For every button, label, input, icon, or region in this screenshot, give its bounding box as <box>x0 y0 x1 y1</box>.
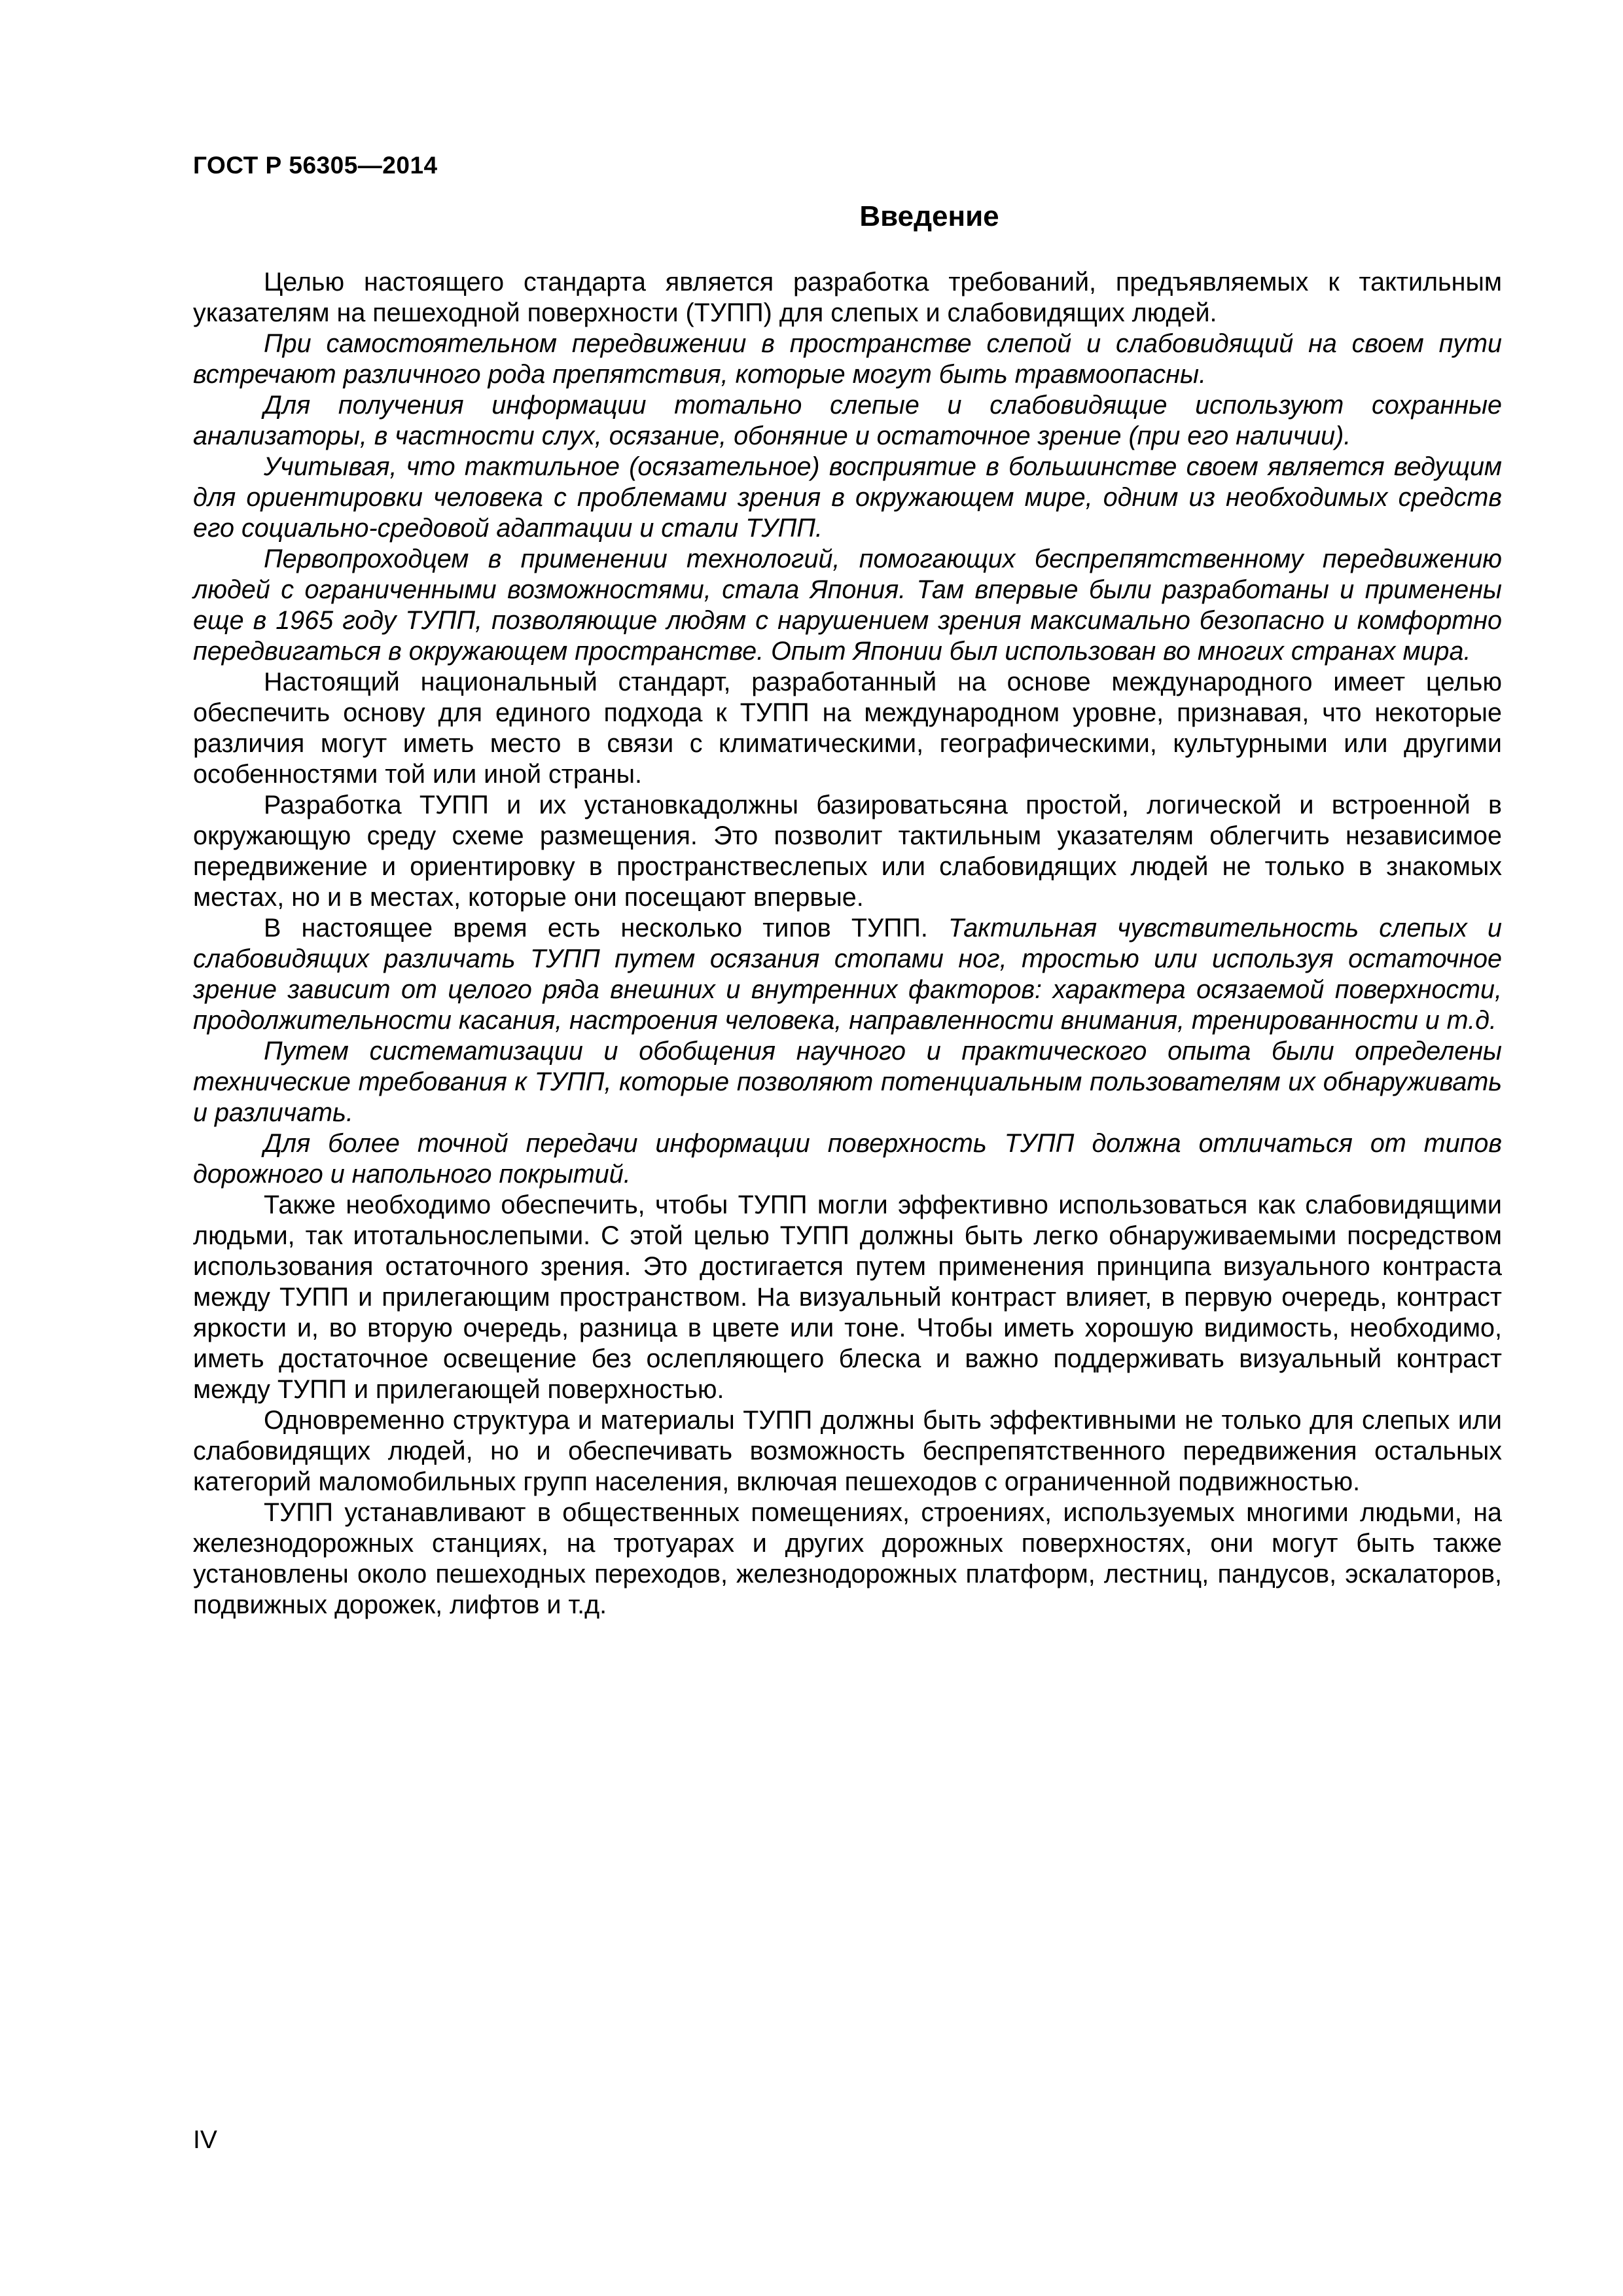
paragraph <box>193 667 1502 790</box>
paragraph <box>193 1128 1502 1190</box>
paragraph-plain: Одновременно структура и материалы ТУПП должны быть эффективными не только для слепых или слабовидящих людей, но и обеспечивать возможность беспрепятственного передвижения остальных категорий маломобильных групп населения, включая пешеходов с ограниченной подвижностью. <box>193 1406 1502 1496</box>
page-number: IV <box>193 2126 217 2154</box>
paragraph-plain: Разработка ТУПП и их установкадолжны базироватьсяна простой, логической и встроенной в окружающую среду схеме размещения. Это позволит тактильным указателям облегчить независимое передвижение и ориентировку в пространствеслепых или слабовидящих людей не только в знакомых местах, но и в местах, которые они посещают впервые. <box>193 791 1502 912</box>
paragraph <box>193 790 1502 913</box>
body-text <box>193 267 1502 1621</box>
paragraph-plain: Настоящий национальный стандарт, разработанный на основе международного имеет целью обеспечить основу для единого подхода к ТУПП на международном уровне, признавая, что некоторые различия могут иметь место в связи с климатическими, географическими, культурными или другими особенностями той или иной страны. <box>193 668 1502 789</box>
paragraph-plain: Также необходимо обеспечить, чтобы ТУПП могли эффективно использоваться как слабовидящими людьми, так итотальнослепыми. С этой целью ТУПП должны быть легко обнаруживаемыми посредством использования остаточного зрения. Это достигается путем применения принципа визуального контраста между ТУПП и прилегающим пространством. На визуальный контраст влияет, в первую очередь, контраст яркости и, во вторую очередь, разница в цвете или тоне. Чтобы иметь хорошую видимость, необходимо, иметь достаточное освещение без ослепляющего блеска и важно поддерживать визуальный контраст между ТУПП и прилегающей поверхностью. <box>193 1191 1502 1404</box>
paragraph-italic: Тактильная чувствительность слепых и слабовидящих различать ТУПП путем осязания стопами ног, тростью или используя остаточное зрение зависит от целого ряда внешних и внутренних факторов: характера осязаемой поверхности, продолжительности касания, настроения человека, направленности внимания, тренированности и т.д. <box>193 914 1502 1035</box>
paragraph-italic: Учитывая, что тактильное (осязательное) восприятие в большинстве своем является ведущим для ориентировки человека с проблемами зрения в окружающем мире, одним из необходимых средств его социально-средовой адаптации и стали ТУПП. <box>193 452 1502 543</box>
paragraph-italic: Первопроходцем в применении технологий, помогающих беспрепятственному передвижению людей с ограниченными возможностями, стала Япония. Там впервые были разработаны и применены еще в 1965 году ТУПП, позволяющие людям с нарушением зрения максимально безопасно и комфортно передвигаться в окружающем пространстве. Опыт Японии был использован во многих странах мира. <box>193 545 1502 666</box>
paragraph <box>193 329 1502 390</box>
paragraph <box>193 452 1502 544</box>
section-title <box>0 200 1623 233</box>
paragraph-italic: Для получения информации тотально слепые и слабовидящие используют сохранные анализаторы, в частности слух, осязание, обоняние и остаточное зрение (при его наличии). <box>193 391 1502 450</box>
paragraph <box>193 1190 1502 1405</box>
paragraph <box>193 1405 1502 1498</box>
paragraph-plain: ТУПП устанавливают в общественных помещениях, строениях, используемых многими людьми, на железнодорожных станциях, на тротуарах и других дорожных поверхностях, они могут быть также установлены около пешеходных переходов, железнодорожных платформ, лестниц, пандусов, эскалаторов, подвижных дорожек, лифтов и т.д. <box>193 1498 1502 1619</box>
paragraph <box>193 1036 1502 1128</box>
document-header-code: ГОСТ Р 56305—2014 <box>193 152 438 179</box>
paragraph <box>193 1498 1502 1621</box>
section-title-text: Введение <box>859 200 999 232</box>
paragraph-italic: Путем систематизации и обобщения научного и практического опыта были определены технические требования к ТУПП, которые позволяют потенциальным пользователям их обнаруживать и различать. <box>193 1037 1502 1127</box>
paragraph <box>193 544 1502 667</box>
paragraph-plain: Целью настоящего стандарта является разработка требований, предъявляемых к тактильным указателям на пешеходной поверхности (ТУПП) для слепых и слабовидящих людей. <box>193 268 1502 327</box>
paragraph-italic: При самостоятельном передвижении в пространстве слепой и слабовидящий на своем пути встречают различного рода препятствия, которые могут быть травмоопасны. <box>193 329 1502 389</box>
paragraph-plain: В настоящее время есть несколько типов ТУПП. <box>264 914 949 942</box>
paragraph-italic: Для более точной передачи информации поверхность ТУПП должна отличаться от типов дорожного и напольного покрытий. <box>193 1129 1502 1189</box>
paragraph <box>193 913 1502 1036</box>
paragraph <box>193 267 1502 329</box>
paragraph <box>193 390 1502 452</box>
